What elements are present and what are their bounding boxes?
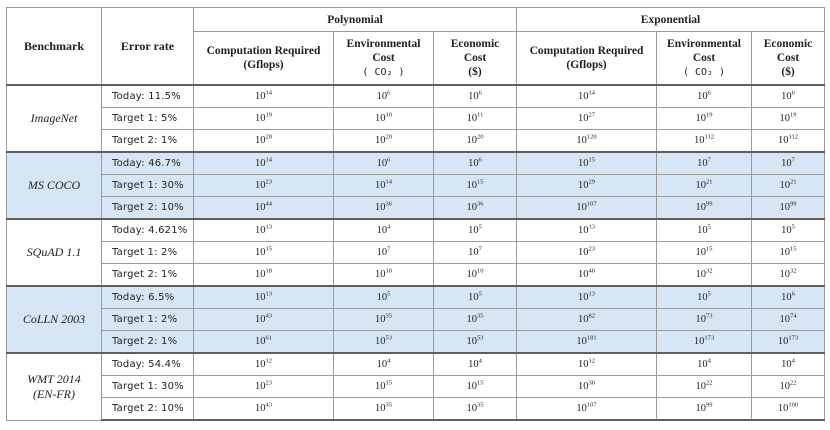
exp-environmental-cell: $10^4$ <box>657 353 752 376</box>
exponent: 61 <box>265 334 272 342</box>
exp-environmental-cell: $10^{73}$ <box>657 309 752 331</box>
exponent: 15 <box>477 379 484 387</box>
exponent: 15 <box>706 245 713 253</box>
poly-computation-cell: $10^{43}$ <box>194 309 334 331</box>
benchmark-name: WMT 2014 (EN-FR) <box>7 353 102 420</box>
error-rate-cell: Target 2: 1% <box>102 264 194 287</box>
exponent: 73 <box>706 312 713 320</box>
benchmark-group <box>7 286 825 353</box>
exponent: 173 <box>788 334 799 342</box>
exp-computation-cell: $10^{40}$ <box>517 264 657 287</box>
exponent: 6 <box>478 89 482 97</box>
exp-computation-cell: $10^{23}$ <box>517 242 657 264</box>
exponent: 4 <box>791 357 795 365</box>
exponent: 36 <box>477 200 484 208</box>
compute-cost-table <box>6 7 825 421</box>
poly-computation-cell: $10^{43}$ <box>194 398 334 421</box>
exp-economic-cell: $10^{19}$ <box>752 108 825 130</box>
error-rate-cell: Today: 54.4% <box>102 353 194 376</box>
exponent: 19 <box>706 111 713 119</box>
poly-environmental-cell: $10^4$ <box>334 219 434 242</box>
exponent: 36 <box>385 200 392 208</box>
error-rate-cell: Target 2: 10% <box>102 197 194 220</box>
benchmark-group <box>7 219 825 286</box>
poly-environmental-cell: $10^{53}$ <box>334 331 434 354</box>
poly-environmental-cell: $10^7$ <box>334 242 434 264</box>
exponent: 120 <box>586 133 597 141</box>
exponent: 35 <box>477 401 484 409</box>
exponent: 21 <box>790 178 797 186</box>
table-row <box>7 376 825 398</box>
exponent: 10 <box>477 267 484 275</box>
exp-computation-cell: $10^{29}$ <box>517 175 657 197</box>
exponent: 22 <box>790 379 797 387</box>
error-rate-cell: Target 1: 2% <box>102 309 194 331</box>
exp-economic-cell: $10^{21}$ <box>752 175 825 197</box>
poly-environmental-header: Environmental Cost ( CO₂ ) <box>334 32 434 86</box>
exponent: 4 <box>387 357 391 365</box>
poly-environmental-cell: $10^4$ <box>334 353 434 376</box>
exp-environmental-cell: $10^{21}$ <box>657 175 752 197</box>
exponent: 43 <box>265 401 272 409</box>
exponent: 27 <box>588 111 596 119</box>
benchmark-name: SQuAD 1.1 <box>7 219 102 286</box>
table-header <box>7 8 825 86</box>
exp-computation-cell: $10^{13}$ <box>517 286 657 309</box>
exponent: 6 <box>791 290 795 298</box>
exp-economic-cell: $10^6$ <box>752 286 825 309</box>
poly-environmental-cell: $10^{10}$ <box>334 108 434 130</box>
benchmark-group <box>7 85 825 152</box>
exponent: 22 <box>706 379 713 387</box>
table-row <box>7 175 825 197</box>
exp-computation-cell: $10^{13}$ <box>517 219 657 242</box>
exp-environmental-cell: $10^{99}$ <box>657 398 752 421</box>
exponent: 35 <box>385 312 392 320</box>
poly-environmental-cell: $10^{35}$ <box>334 398 434 421</box>
poly-environmental-cell: $10^6$ <box>334 152 434 175</box>
exponent: 44 <box>265 200 272 208</box>
poly-economic-cell: $10^5$ <box>434 219 517 242</box>
exponent: 10 <box>385 111 392 119</box>
exponent: 13 <box>588 290 596 298</box>
exp-economic-cell: $10^4$ <box>752 353 825 376</box>
exponent: 12 <box>588 357 596 365</box>
exp-computation-cell: $10^{82}$ <box>517 309 657 331</box>
exponent: 4 <box>387 223 391 231</box>
exponent: 112 <box>704 133 715 141</box>
exp-economic-cell: $10^{74}$ <box>752 309 825 331</box>
exponent: 100 <box>788 401 799 409</box>
exponent: 5 <box>707 290 711 298</box>
exponent: 20 <box>477 133 484 141</box>
exp-computation-cell: $10^{12}$ <box>517 353 657 376</box>
exp-computation-cell: $10^{107}$ <box>517 398 657 421</box>
poly-computation-cell: $10^{19}$ <box>194 108 334 130</box>
poly-economic-cell: $10^7$ <box>434 242 517 264</box>
exp-economic-cell: $10^{15}$ <box>752 242 825 264</box>
poly-economic-header: Economic Cost ($) <box>434 32 517 86</box>
poly-computation-header: Computation Required (Gflops) <box>194 32 334 86</box>
exp-economic-cell: $10^5$ <box>752 219 825 242</box>
poly-economic-cell: $10^5$ <box>434 286 517 309</box>
exponent: 53 <box>477 334 484 342</box>
exp-computation-cell: $10^{181}$ <box>517 331 657 354</box>
error-rate-cell: Target 2: 1% <box>102 331 194 354</box>
exponent: 30 <box>588 379 596 387</box>
benchmark-name: MS COCO <box>7 152 102 219</box>
exponent: 23 <box>265 379 272 387</box>
table-row <box>7 242 825 264</box>
exp-economic-cell: $10^6$ <box>752 85 825 108</box>
exponent: 4 <box>478 357 482 365</box>
exponent: 35 <box>385 401 392 409</box>
exp-environmental-cell: $10^{19}$ <box>657 108 752 130</box>
exponent: 53 <box>385 334 392 342</box>
poly-economic-cell: $10^{53}$ <box>434 331 517 354</box>
exponent: 99 <box>706 401 713 409</box>
exponential-header: Exponential <box>517 8 825 32</box>
poly-environmental-cell: $10^{15}$ <box>334 376 434 398</box>
exp-economic-cell: $10^{112}$ <box>752 130 825 153</box>
error-rate-cell: Today: 11.5% <box>102 85 194 108</box>
exponent: 12 <box>265 357 272 365</box>
exponent: 107 <box>586 200 597 208</box>
error-rate-cell: Target 1: 30% <box>102 376 194 398</box>
poly-computation-cell: $10^{23}$ <box>194 175 334 197</box>
exp-economic-cell: $10^{22}$ <box>752 376 825 398</box>
exp-computation-cell: $10^{107}$ <box>517 197 657 220</box>
exp-environmental-header: Environmental Cost ( CO₂ ) <box>657 32 752 86</box>
exponent: 14 <box>588 89 596 97</box>
poly-economic-cell: $10^{15}$ <box>434 175 517 197</box>
exponent: 181 <box>586 334 597 342</box>
benchmark-group <box>7 353 825 420</box>
poly-environmental-cell: $10^{10}$ <box>334 264 434 287</box>
poly-computation-cell: $10^{14}$ <box>194 152 334 175</box>
exponent: 74 <box>790 312 797 320</box>
benchmark-name: ImageNet <box>7 85 102 152</box>
exponent: 10 <box>385 267 392 275</box>
exponent: 14 <box>265 89 272 97</box>
exponent: 32 <box>706 267 713 275</box>
exponent: 99 <box>706 200 713 208</box>
exponent: 5 <box>478 290 482 298</box>
exp-economic-cell: $10^{99}$ <box>752 197 825 220</box>
exponent: 40 <box>588 267 596 275</box>
error-rate-cell: Today: 4.621% <box>102 219 194 242</box>
exponent: 15 <box>588 156 596 164</box>
exp-environmental-cell: $10^6$ <box>657 85 752 108</box>
table-row <box>7 108 825 130</box>
exponent: 107 <box>586 401 597 409</box>
exponent: 6 <box>387 156 391 164</box>
error-rate-cell: Target 1: 30% <box>102 175 194 197</box>
exp-economic-cell: $10^{32}$ <box>752 264 825 287</box>
error-rate-cell: Today: 46.7% <box>102 152 194 175</box>
poly-computation-cell: $10^{15}$ <box>194 242 334 264</box>
table-row <box>7 286 825 309</box>
exp-economic-cell: $10^7$ <box>752 152 825 175</box>
error-rate-cell: Today: 6.5% <box>102 286 194 309</box>
exponent: 5 <box>791 223 795 231</box>
exponent: 13 <box>588 223 596 231</box>
poly-environmental-cell: $10^{14}$ <box>334 175 434 197</box>
error-rate-cell: Target 2: 10% <box>102 398 194 421</box>
table-row <box>7 331 825 354</box>
exponent: 13 <box>265 290 272 298</box>
exponent: 23 <box>265 178 272 186</box>
exp-environmental-cell: $10^{22}$ <box>657 376 752 398</box>
exponent: 5 <box>478 223 482 231</box>
exp-environmental-cell: $10^7$ <box>657 152 752 175</box>
table-row <box>7 353 825 376</box>
poly-economic-cell: $10^{36}$ <box>434 197 517 220</box>
poly-economic-cell: $10^{20}$ <box>434 130 517 153</box>
exponent: 6 <box>707 89 711 97</box>
exponent: 28 <box>265 133 272 141</box>
exponent: 21 <box>706 178 713 186</box>
exponent: 6 <box>478 156 482 164</box>
poly-computation-cell: $10^{44}$ <box>194 197 334 220</box>
exp-computation-cell: $10^{30}$ <box>517 376 657 398</box>
exponent: 14 <box>265 156 272 164</box>
exponent: 15 <box>265 245 272 253</box>
exp-computation-cell: $10^{15}$ <box>517 152 657 175</box>
poly-computation-cell: $10^{14}$ <box>194 85 334 108</box>
exponent: 82 <box>588 312 596 320</box>
poly-environmental-cell: $10^{36}$ <box>334 197 434 220</box>
table-row <box>7 130 825 153</box>
exponent: 7 <box>387 245 391 253</box>
poly-computation-cell: $10^{13}$ <box>194 219 334 242</box>
benchmark-header: Benchmark <box>7 8 102 86</box>
error-rate-cell: Target 1: 2% <box>102 242 194 264</box>
poly-economic-cell: $10^{11}$ <box>434 108 517 130</box>
poly-economic-cell: $10^{10}$ <box>434 264 517 287</box>
exponent: 6 <box>387 89 391 97</box>
exponent: 173 <box>704 334 715 342</box>
poly-economic-cell: $10^{35}$ <box>434 309 517 331</box>
table-row <box>7 264 825 287</box>
benchmark-name: CoLLN 2003 <box>7 286 102 353</box>
poly-computation-cell: $10^{28}$ <box>194 130 334 153</box>
exp-computation-cell: $10^{14}$ <box>517 85 657 108</box>
exp-environmental-cell: $10^5$ <box>657 219 752 242</box>
exp-computation-cell: $10^{27}$ <box>517 108 657 130</box>
exponent: 20 <box>385 133 392 141</box>
exp-computation-header: Computation Required (Gflops) <box>517 32 657 86</box>
exp-environmental-cell: $10^{15}$ <box>657 242 752 264</box>
exponent: 7 <box>707 156 711 164</box>
exponent: 35 <box>477 312 484 320</box>
exponent: 99 <box>790 200 797 208</box>
exponent: 15 <box>477 178 484 186</box>
exp-economic-cell: $10^{100}$ <box>752 398 825 421</box>
table-row <box>7 197 825 220</box>
exponent: 18 <box>265 267 272 275</box>
exponent: 7 <box>791 156 795 164</box>
exp-computation-cell: $10^{120}$ <box>517 130 657 153</box>
exponent: 13 <box>265 223 272 231</box>
poly-environmental-cell: $10^{35}$ <box>334 309 434 331</box>
poly-computation-cell: $10^{12}$ <box>194 353 334 376</box>
exponent: 5 <box>707 223 711 231</box>
poly-environmental-cell: $10^5$ <box>334 286 434 309</box>
error-rate-cell: Target 1: 5% <box>102 108 194 130</box>
exp-economic-cell: $10^{173}$ <box>752 331 825 354</box>
poly-computation-cell: $10^{18}$ <box>194 264 334 287</box>
exponent: 5 <box>387 290 391 298</box>
exp-environmental-cell: $10^{32}$ <box>657 264 752 287</box>
exponent: 19 <box>790 111 797 119</box>
table-row <box>7 309 825 331</box>
benchmark-group <box>7 152 825 219</box>
exponent: 19 <box>265 111 272 119</box>
polynomial-header: Polynomial <box>194 8 517 32</box>
poly-economic-cell: $10^{35}$ <box>434 398 517 421</box>
poly-economic-cell: $10^6$ <box>434 85 517 108</box>
exponent: 15 <box>790 245 797 253</box>
error-rate-header: Error rate <box>102 8 194 86</box>
exponent: 43 <box>265 312 272 320</box>
exponent: 112 <box>788 133 799 141</box>
poly-environmental-cell: $10^6$ <box>334 85 434 108</box>
error-rate-cell: Target 2: 1% <box>102 130 194 153</box>
exponent: 23 <box>588 245 596 253</box>
exponent: 14 <box>385 178 392 186</box>
table-row <box>7 398 825 421</box>
table-row <box>7 85 825 108</box>
exp-environmental-cell: $10^{99}$ <box>657 197 752 220</box>
exponent: 6 <box>791 89 795 97</box>
exponent: 15 <box>385 379 392 387</box>
poly-environmental-cell: $10^{20}$ <box>334 130 434 153</box>
exponent: 11 <box>477 111 484 119</box>
poly-economic-cell: $10^4$ <box>434 353 517 376</box>
exponent: 32 <box>790 267 797 275</box>
poly-computation-cell: $10^{13}$ <box>194 286 334 309</box>
exp-environmental-cell: $10^5$ <box>657 286 752 309</box>
exponent: 7 <box>478 245 482 253</box>
exponent: 29 <box>588 178 596 186</box>
exp-environmental-cell: $10^{112}$ <box>657 130 752 153</box>
poly-computation-cell: $10^{23}$ <box>194 376 334 398</box>
table-row <box>7 152 825 175</box>
exp-economic-header: Economic Cost ($) <box>752 32 825 86</box>
table-row <box>7 219 825 242</box>
poly-economic-cell: $10^6$ <box>434 152 517 175</box>
exponent: 4 <box>707 357 711 365</box>
poly-computation-cell: $10^{61}$ <box>194 331 334 354</box>
poly-economic-cell: $10^{15}$ <box>434 376 517 398</box>
exp-environmental-cell: $10^{173}$ <box>657 331 752 354</box>
